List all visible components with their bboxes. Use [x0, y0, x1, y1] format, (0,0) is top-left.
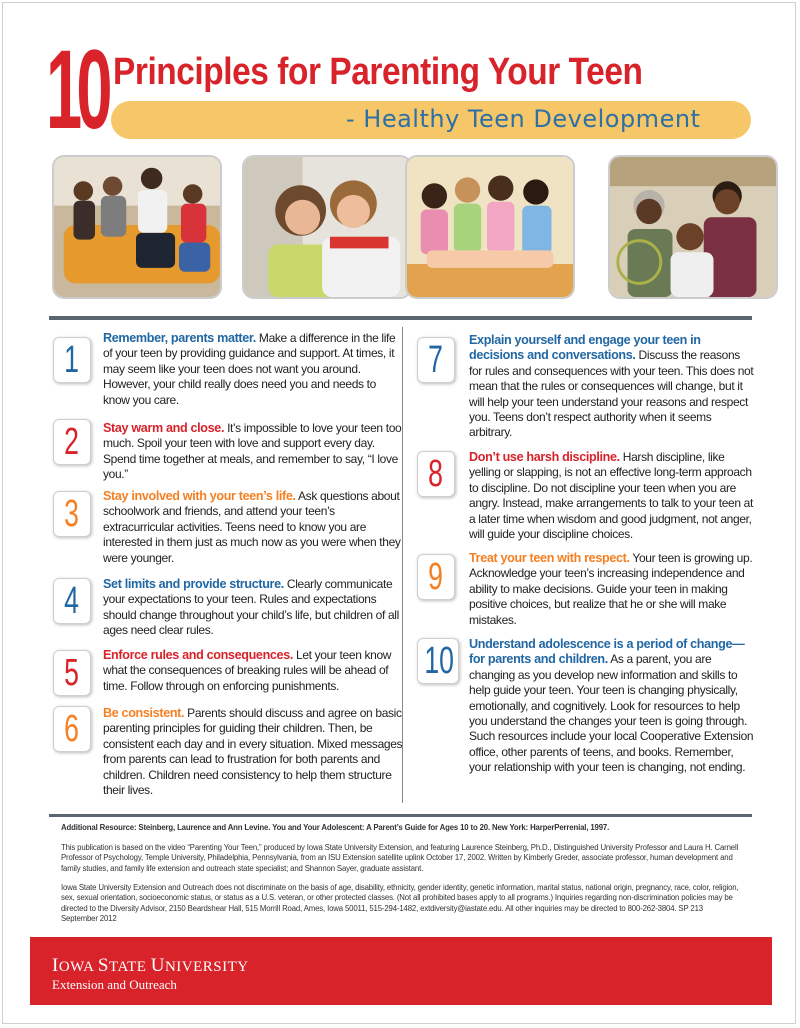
principle-3-number: 3 — [53, 491, 91, 537]
principle-5 — [103, 648, 403, 694]
extension-outreach-text: Extension and Outreach — [52, 977, 177, 992]
principle-1-body: Make a difference in the life of your teen by providing guidance and support. At times, it may seem like your teen does not want you around. However, your child really does need you and needs to know you care. — [103, 331, 396, 407]
page-subtitle: - Healthy Teen Development — [346, 105, 701, 133]
principle-7-number: 7 — [417, 337, 455, 383]
principle-1 — [103, 331, 403, 408]
principle-10-body: As a parent, you are changing as you develop new information and skills to help guide your teen. Your teen is changing physically, emotionally, and cognitively. Look for resources to help you understand the changes your teen is going through. Such resources include your local Cooperative Extension office, other parents of teens, and books. Remember, your relationship with your teen is changing, not ending. — [469, 652, 754, 775]
principle-7-body: Discuss the reasons for rules and consequences with your teen. This does not mean that the rules or consequences will change, but it will help your teen understand your reasons and respect you. Teens don’t respect authority when it seems arbitrary. — [469, 348, 754, 440]
principle-9 — [469, 551, 754, 628]
principle-10-number: 10 — [417, 638, 459, 684]
principle-5-heading: Enforce rules and consequences. — [103, 648, 294, 662]
principle-9-body: Your teen is growing up. Acknowledge your teen’s increasing independence and ability to make decisions. Guide your teen in making positive choices, but realize that he or she will make mistakes. — [469, 551, 753, 627]
header-number: 10 — [46, 27, 107, 152]
principle-2-body: It’s impossible to love your teen too much. Spoil your teen with love and support every day. Spend time together at meals, and remember to say, “I love you.” — [103, 421, 402, 482]
publication-note: This publication is based on the video “Parenting Your Teen,” produced by Iowa State University Extension, and featuring Laurence Steinberg, Ph.D., Distinguished University Professor and Laura H. Carnell Professor of Psychology, Temple University, Philadelphia, Pennsylvania, from an ISU Extension satellite uplink October 17, 2002. Written by Kimberly Greder, associate professor, human development and family studies, and family life extension and outreach state specialist; and Shannon Sayer, graduate assistant. — [61, 843, 739, 873]
principle-2 — [103, 421, 403, 483]
bottom-divider — [49, 814, 752, 817]
principle-10 — [469, 637, 754, 776]
principle-6-number: 6 — [53, 706, 91, 752]
principle-8-body: Harsh discipline, like yelling or slapping, is not an effective long-term approach to discipline. Do not discipline your teen when you are angry. Instead, make arrangements to talk to your teen at a later time when wisdom and good judgment, not anger, will guide your discipline choices. — [469, 450, 753, 542]
principle-6 — [103, 706, 403, 798]
principle-6-body: Parents should discuss and agree on basic parenting principles for guiding their children. Then, be consistent each day and in every situation. Mixed messages from parents can lead to frustration for both parents and children. Children need consistency to help them structure their lives. — [103, 706, 403, 798]
principle-7-heading: Explain yourself and engage your teen in decisions and conversations. — [469, 333, 701, 363]
principle-3-body: Ask questions about schoolwork and friends, and attend your teen’s extracurricular activities. Teens need to know you are interested in them just as much now as you were when they were younger. — [103, 489, 401, 565]
principle-1-heading: Remember, parents matter. — [103, 331, 256, 345]
family-photo-3 — [405, 155, 575, 299]
principle-10-heading: Understand adolescence is a period of change—for parents and children. — [469, 637, 745, 667]
principle-8-heading: Don’t use harsh discipline. — [469, 450, 620, 464]
top-divider — [49, 316, 752, 320]
additional-resource: Additional Resource: Steinberg, Laurence and Ann Levine. You and Your Adolescent: A Parent’s Guide for Ages 10 to 20. New York: HarperPerrenial, 1997. — [61, 823, 610, 832]
principle-3-heading: Stay involved with your teen’s life. — [103, 489, 296, 503]
family-photo-2 — [242, 155, 412, 299]
principle-8-number: 8 — [417, 451, 455, 497]
principle-1-number: 1 — [53, 337, 91, 383]
principle-8 — [469, 450, 754, 542]
principle-2-heading: Stay warm and close. — [103, 421, 225, 435]
principle-3 — [103, 489, 403, 566]
principle-5-number: 5 — [53, 650, 91, 696]
principle-2-number: 2 — [53, 419, 91, 465]
principle-5-body: Let your teen know what the consequences of breaking rules will be ahead of time. Follow through on enforcing punishments. — [103, 648, 392, 693]
principle-4-number: 4 — [53, 578, 91, 624]
principle-4-body: Clearly communicate your expectations to your teen. Rules and expectations should change throughout your child’s life, but children of all ages need clear rules. — [103, 577, 399, 638]
principle-9-heading: Treat your teen with respect. — [469, 551, 630, 565]
principle-9-number: 9 — [417, 554, 455, 600]
principle-4 — [103, 577, 403, 639]
principle-6-heading: Be consistent. — [103, 706, 185, 720]
principle-4-heading: Set limits and provide structure. — [103, 577, 284, 591]
page-title: Principles for Parenting Your Teen — [113, 51, 643, 93]
university-logo-text: IOWA STATE UNIVERSITY — [52, 955, 249, 976]
principle-7 — [469, 333, 754, 441]
family-photo-4 — [608, 155, 778, 299]
nondiscrimination-statement: Iowa State University Extension and Outreach does not discriminate on the basis of age, disability, ethnicity, gender identity, genetic information, marital status, national origin, pregnancy, race, color, religion, sex, sexual orientation, socioeconomic status, or status as a U.S. veteran, or other protected classes. (Not all prohibited bases apply to all programs.) Inquiries regarding non-discrimination policies may be directed to the Diversity Advisor, 2150 Beardshear Hall, 515 Morrill Road, Ames, Iowa 50011, 515-294-1482, extdiversity@iastate.edu. All other inquiries may be directed to 800-262-3804. SP 213 September 2012 — [61, 883, 739, 924]
family-photo-1 — [52, 155, 222, 299]
